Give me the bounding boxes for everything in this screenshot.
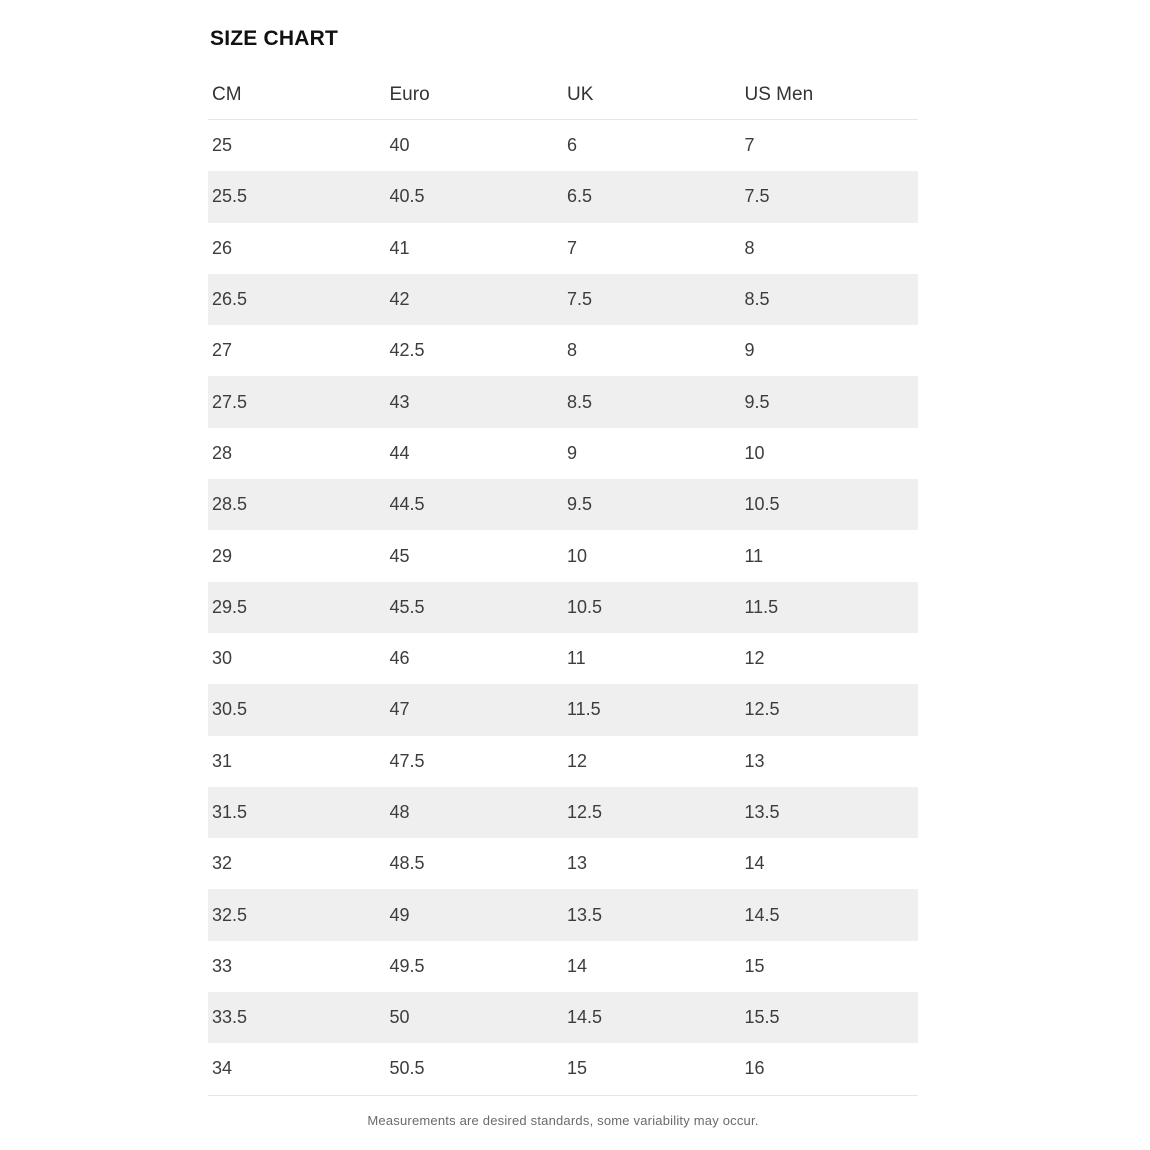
cell-euro: 41 xyxy=(389,237,410,258)
cell-cm: 29.5 xyxy=(212,596,248,617)
cell-us-men: 8 xyxy=(744,237,755,258)
table-row xyxy=(208,479,918,530)
cell-us-men: 13.5 xyxy=(744,802,780,822)
cell-us-men: 10.5 xyxy=(744,494,780,515)
cell-uk: 12 xyxy=(567,750,588,771)
table-row xyxy=(208,530,918,581)
page-title: SIZE CHART xyxy=(210,27,338,50)
cell-uk: 8.5 xyxy=(567,391,593,412)
table-row xyxy=(208,223,918,274)
cell-euro: 50.5 xyxy=(389,1058,425,1079)
cell-uk: 14.5 xyxy=(567,1007,603,1028)
cell-euro: 40 xyxy=(389,135,410,156)
table-row xyxy=(208,428,918,479)
cell-euro: 47 xyxy=(389,699,410,720)
cell-cm: 33.5 xyxy=(212,1007,248,1028)
cell-uk: 13.5 xyxy=(567,904,603,925)
cell-euro: 46 xyxy=(389,648,410,669)
cell-euro: 45 xyxy=(389,545,410,566)
cell-us-men: 7 xyxy=(744,135,755,156)
cell-euro: 42 xyxy=(389,289,410,310)
column-header-euro: Euro xyxy=(389,83,430,105)
cell-us-men: 10 xyxy=(744,442,765,463)
table-row xyxy=(208,992,918,1043)
cell-cm: 28 xyxy=(212,442,233,463)
cell-us-men: 13 xyxy=(744,750,765,771)
cell-cm: 29 xyxy=(212,545,233,566)
table-row xyxy=(208,171,918,222)
cell-us-men: 12.5 xyxy=(744,699,780,720)
table-row xyxy=(208,274,918,325)
cell-us-men: 15.5 xyxy=(744,1007,780,1028)
column-header-uk: UK xyxy=(567,83,594,105)
cell-uk: 10.5 xyxy=(567,596,603,617)
cell-us-men: 14 xyxy=(744,853,765,874)
cell-euro: 40.5 xyxy=(389,186,425,207)
table-row xyxy=(208,376,918,427)
cell-uk: 7.5 xyxy=(567,289,593,310)
cell-us-men: 16 xyxy=(744,1058,765,1079)
cell-cm: 31 xyxy=(212,750,233,771)
cell-euro: 45.5 xyxy=(389,596,425,617)
cell-us-men: 7.5 xyxy=(744,186,770,207)
table-row xyxy=(208,582,918,633)
cell-uk: 14 xyxy=(567,955,588,976)
cell-cm: 34 xyxy=(212,1058,233,1079)
cell-cm: 33 xyxy=(212,955,233,976)
cell-euro: 50 xyxy=(389,1007,410,1028)
cell-cm: 26 xyxy=(212,237,233,258)
cell-us-men: 14.5 xyxy=(744,904,780,925)
cell-uk: 12.5 xyxy=(567,802,603,822)
column-header-cm: CM xyxy=(212,83,242,105)
cell-euro: 49 xyxy=(389,904,410,925)
cell-cm: 31.5 xyxy=(212,802,248,822)
cell-uk: 15 xyxy=(567,1058,588,1079)
cell-cm: 27 xyxy=(212,340,233,361)
table-body xyxy=(208,120,918,1095)
cell-euro: 47.5 xyxy=(389,750,425,771)
cell-uk: 6 xyxy=(567,135,578,156)
cell-euro: 48.5 xyxy=(389,853,425,874)
cell-us-men: 11.5 xyxy=(744,596,779,617)
table-row xyxy=(208,889,918,940)
cell-euro: 44 xyxy=(389,442,410,463)
cell-us-men: 8.5 xyxy=(744,289,770,310)
table-row xyxy=(208,684,918,735)
cell-uk: 11 xyxy=(567,648,586,669)
cell-cm: 32.5 xyxy=(212,904,248,925)
cell-euro: 42.5 xyxy=(389,340,425,361)
cell-cm: 28.5 xyxy=(212,494,248,515)
cell-us-men: 9.5 xyxy=(744,391,770,412)
cell-euro: 48 xyxy=(389,802,410,822)
cell-cm: 25 xyxy=(212,135,233,156)
cell-uk: 8 xyxy=(567,340,578,361)
size-table xyxy=(208,68,918,1096)
table-row xyxy=(208,1043,918,1094)
table-row xyxy=(208,787,918,838)
table-row xyxy=(208,633,918,684)
cell-uk: 13 xyxy=(567,853,588,874)
cell-cm: 30 xyxy=(212,648,233,669)
table-bottom-divider xyxy=(208,1095,918,1096)
table-header xyxy=(208,68,918,120)
cell-us-men: 9 xyxy=(744,340,755,361)
cell-us-men: 11 xyxy=(744,545,764,566)
cell-cm: 25.5 xyxy=(212,186,248,207)
cell-euro: 49.5 xyxy=(389,955,425,976)
cell-cm: 26.5 xyxy=(212,289,248,310)
column-header-us-men: US Men xyxy=(744,83,814,105)
cell-uk: 7 xyxy=(567,237,578,258)
cell-cm: 32 xyxy=(212,853,233,874)
cell-us-men: 15 xyxy=(744,955,765,976)
cell-uk: 9.5 xyxy=(567,494,593,515)
cell-us-men: 12 xyxy=(744,648,765,669)
table-row xyxy=(208,736,918,787)
table-row xyxy=(208,325,918,376)
cell-euro: 44.5 xyxy=(389,494,425,515)
table-row xyxy=(208,941,918,992)
cell-cm: 30.5 xyxy=(212,699,248,720)
table-row xyxy=(208,120,918,171)
cell-uk: 11.5 xyxy=(567,699,601,720)
cell-cm: 27.5 xyxy=(212,391,248,412)
cell-uk: 6.5 xyxy=(567,186,593,207)
cell-uk: 9 xyxy=(567,442,578,463)
cell-euro: 43 xyxy=(389,391,410,412)
cell-uk: 10 xyxy=(567,545,588,566)
table-row xyxy=(208,838,918,889)
measurement-note: Measurements are desired standards, some variability may occur. xyxy=(367,1113,759,1128)
